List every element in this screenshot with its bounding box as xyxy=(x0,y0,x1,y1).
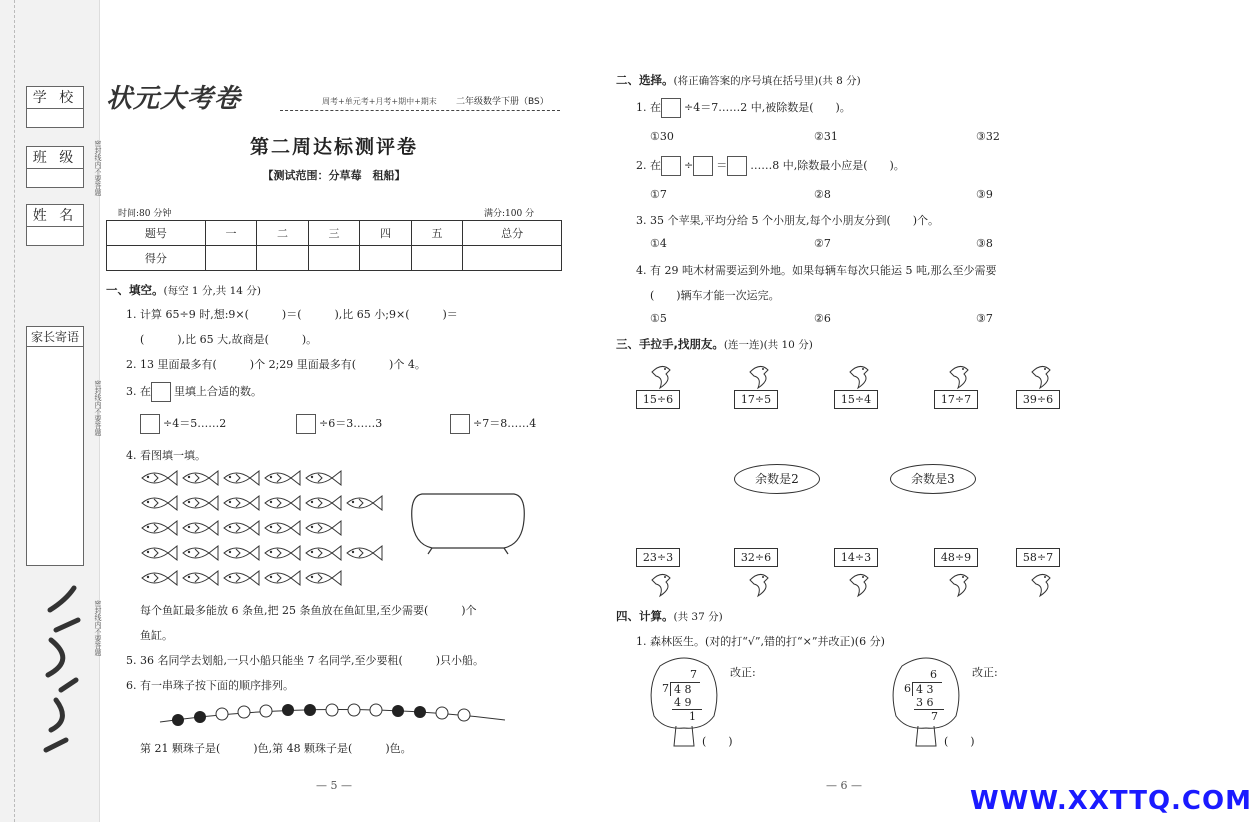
section-3-note: (连一连)(共 10 分) xyxy=(723,339,813,351)
fish-icon xyxy=(304,568,342,588)
score-input[interactable] xyxy=(463,246,562,271)
section-2-heading xyxy=(616,72,861,88)
bird-icon xyxy=(1028,568,1054,598)
fish-row xyxy=(140,568,386,593)
c2-opt-2[interactable]: ②8 xyxy=(814,188,831,201)
fish-icon xyxy=(181,493,219,513)
q3 xyxy=(126,382,262,402)
fish-icon xyxy=(345,543,383,563)
score-cell: 五 xyxy=(411,221,463,246)
c2-pre: 2. 在 xyxy=(636,159,661,172)
fish-icon xyxy=(140,518,178,538)
q3a xyxy=(140,414,226,434)
section-1-heading xyxy=(106,282,261,298)
q1-line1: 1. 计算 65÷9 时,想:9×( )＝( ),比 65 小;9×( )＝ xyxy=(126,308,458,321)
parent-comment-box xyxy=(26,326,84,566)
brand-logo: 状元大考卷 xyxy=(106,84,242,114)
fish-grid xyxy=(140,468,386,593)
c1-opt-2[interactable]: ②31 xyxy=(814,130,838,143)
class-label: 班 级 xyxy=(27,147,83,169)
series-text: 周考+单元考+月考+期中+期末 xyxy=(322,97,437,106)
score-table xyxy=(106,220,562,271)
fish-row xyxy=(140,543,386,568)
c1-opt-1[interactable]: ①30 xyxy=(650,130,674,143)
school-field[interactable] xyxy=(27,109,83,127)
section-1-title: 一、填空。 xyxy=(106,283,164,297)
c1-pre: 1. 在 xyxy=(636,101,661,114)
bird-icon xyxy=(1028,360,1054,390)
c4-opt-2[interactable]: ②6 xyxy=(814,312,831,325)
fish-icon xyxy=(140,568,178,588)
class-field[interactable] xyxy=(27,169,83,187)
c3: 3. 35 个苹果,平均分给 5 个小朋友,每个小朋友分到( )个。 xyxy=(636,214,940,227)
fish-row xyxy=(140,468,386,493)
fish-icon xyxy=(140,543,178,563)
c3-opt-3[interactable]: ③8 xyxy=(976,237,993,250)
q6-text: 第 21 颗珠子是( )色,第 48 颗珠子是( )色。 xyxy=(140,742,412,755)
section-3-title: 三、手拉手,找朋友。 xyxy=(616,337,724,351)
tree1-mark[interactable]: ( ) xyxy=(702,735,733,748)
score-value-row xyxy=(107,246,562,271)
grade-text: 二年级数学下册（BS） xyxy=(456,97,549,107)
q4: 4. 看图填一填。 xyxy=(126,449,206,462)
answer-box[interactable] xyxy=(727,156,747,176)
seal-note: 密封线内不要答题 xyxy=(94,600,102,656)
score-input[interactable] xyxy=(411,246,463,271)
page-title: 第二周达标测评卷 xyxy=(249,136,418,158)
bird-icon xyxy=(648,360,674,390)
seal-note: 密封线内不要答题 xyxy=(94,140,102,196)
c2-opt-1[interactable]: ①7 xyxy=(650,188,667,201)
bottom-expr-2[interactable]: 32÷6 xyxy=(734,548,778,567)
c3-opt-2[interactable]: ②7 xyxy=(814,237,831,250)
tree2-fix-label: 改正: xyxy=(972,666,998,679)
side-logo-icon xyxy=(36,580,86,760)
q2: 2. 13 里面最多有( )个 2;29 里面最多有( )个 4。 xyxy=(126,358,426,371)
fish-icon xyxy=(181,468,219,488)
section-3-heading xyxy=(616,336,813,352)
fish-icon xyxy=(181,518,219,538)
c4-opt-1[interactable]: ①5 xyxy=(650,312,667,325)
section-1-note: (每空 1 分,共 14 分) xyxy=(163,285,261,297)
bottom-expr-1[interactable]: 23÷3 xyxy=(636,548,680,567)
name-label: 姓 名 xyxy=(27,205,83,227)
tree2-divisor: 6 xyxy=(904,682,911,695)
fish-icon xyxy=(140,493,178,513)
tree2-dividend: 4 3 xyxy=(912,682,942,696)
fish-row xyxy=(140,493,386,518)
q3b xyxy=(296,414,382,434)
bird-icon xyxy=(846,568,872,598)
tree1-dividend: 4 8 xyxy=(670,682,700,696)
q3-post: 里填上合适的数。 xyxy=(174,385,262,398)
section-4-note: (共 37 分) xyxy=(673,611,723,623)
name-field[interactable] xyxy=(27,227,83,245)
fish-icon xyxy=(140,468,178,488)
q4-text2: 鱼缸。 xyxy=(140,629,173,642)
bird-icon xyxy=(648,568,674,598)
top-expr-3[interactable]: 15÷4 xyxy=(834,390,878,409)
score-cell: 四 xyxy=(360,221,412,246)
fish-icon xyxy=(222,493,260,513)
score-cell: 总分 xyxy=(463,221,562,246)
fish-icon xyxy=(263,543,301,563)
q1-line2: ( ),比 65 大,故商是( )。 xyxy=(140,333,318,346)
fish-icon xyxy=(304,543,342,563)
q6: 6. 有一串珠子按下面的顺序排列。 xyxy=(126,679,294,692)
site-watermark: WWW.XXTTQ.COM xyxy=(970,786,1252,816)
answer-box[interactable] xyxy=(693,156,713,176)
c2-opt-3[interactable]: ③9 xyxy=(976,188,993,201)
tree2-mark[interactable]: ( ) xyxy=(944,735,975,748)
fish-icon xyxy=(222,568,260,588)
score-input[interactable] xyxy=(257,246,309,271)
fish-icon xyxy=(222,518,260,538)
score-cell: 一 xyxy=(205,221,257,246)
score-input[interactable] xyxy=(360,246,412,271)
section-2-note: (将正确答案的序号填在括号里)(共 8 分) xyxy=(673,75,861,87)
fish-icon xyxy=(222,468,260,488)
parent-comment-label: 家长寄语 xyxy=(27,327,83,347)
tree1-divisor: 7 xyxy=(662,682,669,695)
c2-post: ……8 中,除数最小应是( )。 xyxy=(750,159,905,172)
bottom-expr-3[interactable]: 14÷3 xyxy=(834,548,878,567)
top-expr-2[interactable]: 17÷5 xyxy=(734,390,778,409)
fish-icon xyxy=(304,493,342,513)
tree1-remainder: 1 xyxy=(672,709,702,723)
bird-icon xyxy=(946,568,972,598)
bird-icon xyxy=(746,360,772,390)
tree2-product: 3 6 xyxy=(916,696,934,709)
top-expr-1[interactable]: 15÷6 xyxy=(636,390,680,409)
d1: 1. 森林医生。(对的打“√”,错的打“×”并改正)(6 分) xyxy=(636,635,885,648)
score-header-row xyxy=(107,221,562,246)
bird-icon xyxy=(946,360,972,390)
q4-text1: 每个鱼缸最多能放 6 条鱼,把 25 条鱼放在鱼缸里,至少需要( )个 xyxy=(140,604,477,617)
c3-opt-1[interactable]: ①4 xyxy=(650,237,667,250)
c4-line2: ( )辆车才能一次运完。 xyxy=(650,289,780,302)
bottom-expr-4[interactable]: 48÷9 xyxy=(934,548,978,567)
tree1-product: 4 9 xyxy=(674,696,692,709)
c4-opt-3[interactable]: ③7 xyxy=(976,312,993,325)
score-cell: 题号 xyxy=(107,221,206,246)
tree1-fix-label: 改正: xyxy=(730,666,756,679)
bead-string-icon xyxy=(160,698,510,732)
score-input[interactable] xyxy=(308,246,360,271)
tree2-quotient: 6 xyxy=(930,668,937,681)
section-4-title: 四、计算。 xyxy=(616,609,674,623)
c1-opt-3[interactable]: ③32 xyxy=(976,130,1000,143)
fish-icon xyxy=(304,518,342,538)
seal-note: 密封线内不要答题 xyxy=(94,380,102,436)
page-number-right: — 6 — xyxy=(826,779,862,792)
bottom-expr-5[interactable]: 58÷7 xyxy=(1016,548,1060,567)
test-scope: 【测试范围：分草莓 租船】 xyxy=(262,169,406,182)
score-cell: 三 xyxy=(308,221,360,246)
score-cell: 二 xyxy=(257,221,309,246)
q5: 5. 36 名同学去划船,一只小船只能坐 7 名同学,至少要租( )只小船。 xyxy=(126,654,485,667)
q3c-text: ÷7＝8……4 xyxy=(473,417,537,430)
fish-icon xyxy=(263,493,301,513)
bird-icon xyxy=(846,360,872,390)
c1 xyxy=(636,98,851,118)
class-box xyxy=(26,146,84,188)
fish-icon xyxy=(222,543,260,563)
answer-box[interactable] xyxy=(296,414,316,434)
fish-icon xyxy=(304,468,342,488)
c4-line1: 4. 有 29 吨木材需要运到外地。如果每辆车每次只能运 5 吨,那么至少需要 xyxy=(636,264,997,277)
score-input[interactable] xyxy=(205,246,257,271)
header-rule xyxy=(280,110,560,111)
fish-tank-icon xyxy=(408,490,528,558)
c2: 2. 在 ÷ ＝ ……8 中,除数最小应是( )。 xyxy=(636,156,905,176)
fish-icon xyxy=(345,493,383,513)
full-score: 满分:100 分 xyxy=(484,209,535,219)
bird-icon xyxy=(746,568,772,598)
fish-icon xyxy=(263,468,301,488)
answer-box[interactable] xyxy=(151,382,171,402)
school-label: 学 校 xyxy=(27,87,83,109)
q3c xyxy=(450,414,536,434)
top-expr-4[interactable]: 17÷7 xyxy=(934,390,978,409)
fish-icon xyxy=(263,568,301,588)
tree1-quotient: 7 xyxy=(690,668,697,681)
time-limit: 时间:80 分钟 xyxy=(118,209,172,219)
answer-box[interactable] xyxy=(661,156,681,176)
cut-line xyxy=(14,0,15,822)
fish-row xyxy=(140,518,386,543)
answer-box[interactable] xyxy=(661,98,681,118)
fish-icon xyxy=(181,543,219,563)
remainder-3-oval[interactable]: 余数是3 xyxy=(890,464,976,494)
section-4-heading xyxy=(616,608,723,624)
answer-box[interactable] xyxy=(450,414,470,434)
q3b-text: ÷6＝3……3 xyxy=(319,417,383,430)
section-2-title: 二、选择。 xyxy=(616,73,674,87)
school-box xyxy=(26,86,84,128)
q3-pre: 3. 在 xyxy=(126,385,151,398)
q3a-text: ÷4＝5……2 xyxy=(163,417,227,430)
answer-box[interactable] xyxy=(140,414,160,434)
score-label: 得分 xyxy=(107,246,206,271)
top-expr-5[interactable]: 39÷6 xyxy=(1016,390,1060,409)
remainder-2-oval[interactable]: 余数是2 xyxy=(734,464,820,494)
page-number-left: — 5 — xyxy=(316,779,352,792)
fish-icon xyxy=(181,568,219,588)
name-box xyxy=(26,204,84,246)
c1-post: ÷4＝7……2 中,被除数是( )。 xyxy=(684,101,851,114)
fish-icon xyxy=(263,518,301,538)
tree2-remainder: 7 xyxy=(914,709,944,723)
